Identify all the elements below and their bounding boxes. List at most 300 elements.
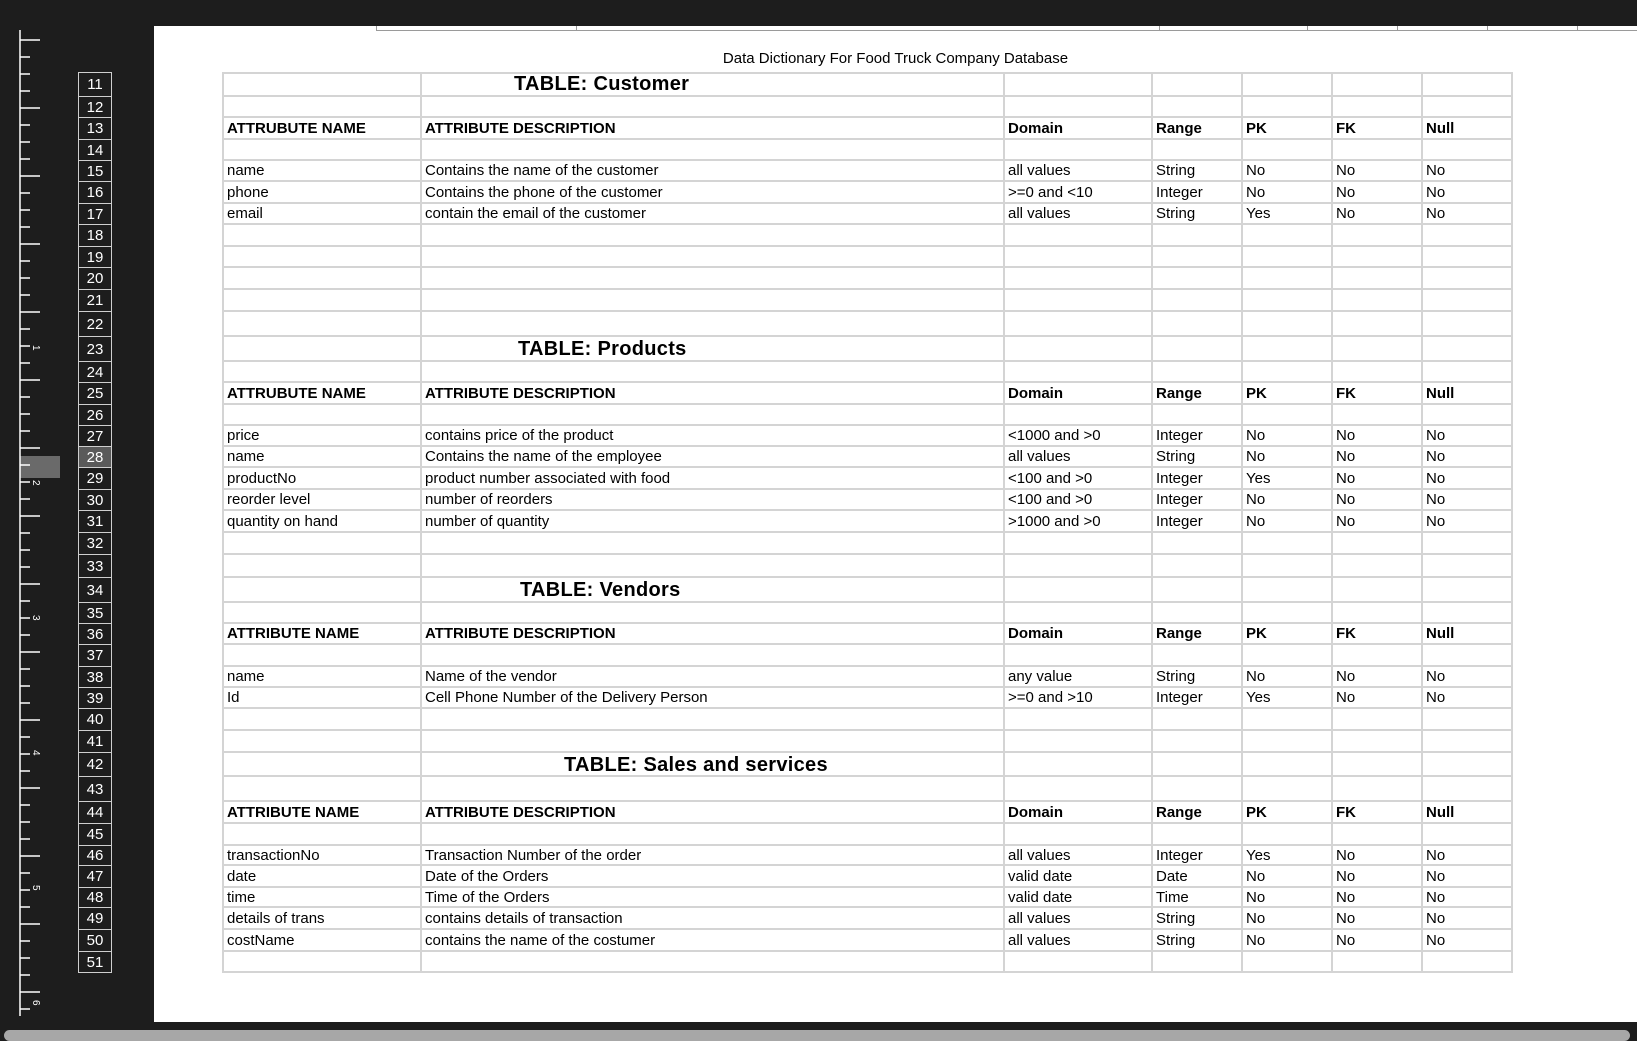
cell[interactable] [1423, 247, 1513, 268]
data-cell[interactable]: No [1333, 490, 1423, 511]
cell[interactable] [1153, 578, 1243, 603]
column-header-cell[interactable]: FK [1333, 802, 1423, 824]
cell[interactable] [1153, 312, 1243, 337]
cell[interactable] [1153, 362, 1243, 383]
cell[interactable] [1423, 268, 1513, 290]
column-header-cell[interactable]: FK [1333, 118, 1423, 140]
cell[interactable] [1153, 225, 1243, 247]
column-header-cell[interactable]: Null [1423, 624, 1513, 645]
cell[interactable] [1423, 603, 1513, 624]
row-header-36[interactable]: 36 [78, 624, 112, 645]
cell[interactable] [1423, 337, 1513, 362]
cell[interactable] [1423, 225, 1513, 247]
data-cell[interactable]: Yes [1243, 204, 1333, 225]
cell[interactable] [1005, 247, 1153, 268]
data-cell[interactable]: Time [1153, 888, 1243, 908]
row-header-46[interactable]: 46 [78, 846, 112, 866]
column-header-cell[interactable]: FK [1333, 624, 1423, 645]
data-cell[interactable]: No [1423, 846, 1513, 866]
cell[interactable] [1333, 777, 1423, 802]
cell[interactable] [222, 578, 422, 603]
data-cell[interactable]: transactionNo [222, 846, 422, 866]
data-cell[interactable]: contains the name of the costumer [422, 930, 1005, 952]
cell[interactable] [422, 337, 1005, 362]
cell[interactable] [422, 824, 1005, 846]
cell[interactable] [222, 405, 422, 426]
column-header-cell[interactable]: ATTRIBUTE DESCRIPTION [422, 383, 1005, 405]
cell[interactable] [1243, 72, 1333, 97]
column-header-cell[interactable]: ATTRIBUTE DESCRIPTION [422, 624, 1005, 645]
column-header-cell[interactable]: ATTRUBUTE NAME [222, 383, 422, 405]
data-cell[interactable]: Integer [1153, 468, 1243, 490]
cell[interactable] [1243, 709, 1333, 731]
data-cell[interactable]: No [1243, 426, 1333, 447]
row-header-39[interactable]: 39 [78, 688, 112, 709]
cell[interactable] [422, 247, 1005, 268]
row-header-21[interactable]: 21 [78, 290, 112, 312]
cell[interactable] [1243, 645, 1333, 667]
row-header-45[interactable]: 45 [78, 824, 112, 846]
data-cell[interactable]: number of quantity [422, 511, 1005, 533]
data-cell[interactable]: all values [1005, 846, 1153, 866]
cell[interactable] [1005, 225, 1153, 247]
cell[interactable] [1005, 753, 1153, 777]
data-cell[interactable]: Integer [1153, 426, 1243, 447]
data-cell[interactable]: No [1243, 667, 1333, 688]
cell[interactable] [1333, 72, 1423, 97]
data-cell[interactable]: time [222, 888, 422, 908]
cell[interactable] [1153, 753, 1243, 777]
data-cell[interactable]: name [222, 447, 422, 468]
cell[interactable] [422, 645, 1005, 667]
data-cell[interactable]: No [1423, 511, 1513, 533]
cell[interactable] [1243, 578, 1333, 603]
column-header-cell[interactable]: PK [1243, 624, 1333, 645]
cell[interactable] [1423, 952, 1513, 973]
data-cell[interactable]: No [1423, 161, 1513, 182]
cell[interactable] [1333, 140, 1423, 161]
row-header-33[interactable]: 33 [78, 555, 112, 578]
data-cell[interactable]: valid date [1005, 888, 1153, 908]
data-cell[interactable]: quantity on hand [222, 511, 422, 533]
data-cell[interactable]: No [1243, 490, 1333, 511]
cell[interactable] [222, 225, 422, 247]
data-cell[interactable]: No [1243, 182, 1333, 204]
cell[interactable] [1333, 709, 1423, 731]
column-header-cell[interactable]: ATTRIBUTE DESCRIPTION [422, 802, 1005, 824]
row-header-11[interactable]: 11 [78, 72, 112, 97]
cell[interactable] [1423, 405, 1513, 426]
data-cell[interactable]: <1000 and >0 [1005, 426, 1153, 447]
data-cell[interactable]: Integer [1153, 182, 1243, 204]
cell[interactable] [1243, 777, 1333, 802]
cell[interactable] [1333, 533, 1423, 555]
cell[interactable] [1153, 824, 1243, 846]
column-header-cell[interactable]: ATTRIBUTE NAME [222, 802, 422, 824]
column-header-cell[interactable]: ATTRIBUTE DESCRIPTION [422, 118, 1005, 140]
cell[interactable] [1333, 555, 1423, 578]
cell[interactable] [1005, 337, 1153, 362]
cell[interactable] [222, 709, 422, 731]
cell[interactable] [222, 555, 422, 578]
cell[interactable] [1005, 952, 1153, 973]
row-header-22[interactable]: 22 [78, 312, 112, 337]
data-cell[interactable]: No [1423, 426, 1513, 447]
cell[interactable] [222, 362, 422, 383]
cell[interactable] [1243, 362, 1333, 383]
column-header-cell[interactable]: Range [1153, 802, 1243, 824]
data-cell[interactable]: No [1333, 447, 1423, 468]
data-cell[interactable]: contains details of transaction [422, 908, 1005, 930]
cell[interactable] [1243, 247, 1333, 268]
cell[interactable] [1333, 731, 1423, 753]
data-cell[interactable]: contain the email of the customer [422, 204, 1005, 225]
cell[interactable] [422, 268, 1005, 290]
data-cell[interactable]: Cell Phone Number of the Delivery Person [422, 688, 1005, 709]
data-cell[interactable]: String [1153, 204, 1243, 225]
column-header-cell[interactable]: Domain [1005, 383, 1153, 405]
cell[interactable] [1243, 533, 1333, 555]
column-header-cell[interactable]: Range [1153, 118, 1243, 140]
cell[interactable] [1333, 952, 1423, 973]
cell[interactable] [1005, 405, 1153, 426]
data-cell[interactable]: >=0 and >10 [1005, 688, 1153, 709]
data-cell[interactable]: No [1423, 930, 1513, 952]
row-header-15[interactable]: 15 [78, 161, 112, 182]
data-cell[interactable]: Transaction Number of the order [422, 846, 1005, 866]
row-header-35[interactable]: 35 [78, 603, 112, 624]
row-header-38[interactable]: 38 [78, 667, 112, 688]
data-cell[interactable]: Integer [1153, 846, 1243, 866]
data-cell[interactable]: No [1423, 447, 1513, 468]
cell[interactable] [1423, 777, 1513, 802]
data-cell[interactable]: No [1243, 511, 1333, 533]
data-cell[interactable]: details of trans [222, 908, 422, 930]
cell[interactable] [1005, 709, 1153, 731]
row-header-42[interactable]: 42 [78, 753, 112, 777]
cell[interactable] [1005, 72, 1153, 97]
row-header-31[interactable]: 31 [78, 511, 112, 533]
data-cell[interactable]: price [222, 426, 422, 447]
column-header-cell[interactable]: ATTRIBUTE NAME [222, 624, 422, 645]
data-cell[interactable]: No [1333, 846, 1423, 866]
cell[interactable] [1153, 645, 1243, 667]
data-cell[interactable]: email [222, 204, 422, 225]
data-cell[interactable]: No [1423, 667, 1513, 688]
data-cell[interactable]: No [1423, 468, 1513, 490]
column-header-cell[interactable]: PK [1243, 802, 1333, 824]
row-header-49[interactable]: 49 [78, 908, 112, 930]
cell[interactable] [222, 268, 422, 290]
cell[interactable] [1153, 290, 1243, 312]
cell[interactable] [222, 312, 422, 337]
data-cell[interactable]: valid date [1005, 866, 1153, 888]
cell[interactable] [222, 533, 422, 555]
data-cell[interactable]: No [1423, 490, 1513, 511]
cell[interactable] [1333, 603, 1423, 624]
data-cell[interactable]: all values [1005, 930, 1153, 952]
cell[interactable] [1243, 290, 1333, 312]
row-header-41[interactable]: 41 [78, 731, 112, 753]
cell[interactable] [1153, 268, 1243, 290]
cell[interactable] [222, 72, 422, 97]
cell[interactable] [1423, 578, 1513, 603]
row-header-44[interactable]: 44 [78, 802, 112, 824]
cell[interactable] [1153, 97, 1243, 118]
cell[interactable] [222, 290, 422, 312]
cell[interactable] [1243, 225, 1333, 247]
data-cell[interactable]: No [1333, 667, 1423, 688]
cell[interactable] [1333, 405, 1423, 426]
data-cell[interactable]: No [1333, 908, 1423, 930]
data-cell[interactable]: No [1423, 888, 1513, 908]
cell[interactable] [1243, 753, 1333, 777]
data-cell[interactable]: product number associated with food [422, 468, 1005, 490]
column-header-cell[interactable]: Null [1423, 802, 1513, 824]
data-cell[interactable]: No [1243, 866, 1333, 888]
data-cell[interactable]: Contains the phone of the customer [422, 182, 1005, 204]
cell[interactable] [1423, 709, 1513, 731]
column-header-cell[interactable]: Domain [1005, 802, 1153, 824]
column-header-cell[interactable]: Domain [1005, 118, 1153, 140]
cell[interactable] [1423, 533, 1513, 555]
cell[interactable] [1153, 603, 1243, 624]
data-cell[interactable]: No [1333, 161, 1423, 182]
cell[interactable] [1333, 578, 1423, 603]
cell[interactable] [1005, 268, 1153, 290]
data-cell[interactable]: No [1333, 426, 1423, 447]
row-header-37[interactable]: 37 [78, 645, 112, 667]
data-cell[interactable]: No [1333, 866, 1423, 888]
cell[interactable] [1005, 731, 1153, 753]
scrollbar-thumb[interactable] [4, 1030, 1630, 1041]
data-cell[interactable]: costName [222, 930, 422, 952]
cell[interactable] [1005, 290, 1153, 312]
cell[interactable] [422, 312, 1005, 337]
data-cell[interactable]: No [1333, 182, 1423, 204]
cell[interactable] [1423, 824, 1513, 846]
data-cell[interactable]: Integer [1153, 511, 1243, 533]
cell[interactable] [1005, 140, 1153, 161]
cell[interactable] [1005, 362, 1153, 383]
cell[interactable] [422, 72, 1005, 97]
cell[interactable] [1423, 312, 1513, 337]
row-header-32[interactable]: 32 [78, 533, 112, 555]
row-header-25[interactable]: 25 [78, 383, 112, 405]
data-cell[interactable]: Date of the Orders [422, 866, 1005, 888]
cell[interactable] [222, 337, 422, 362]
data-cell[interactable]: String [1153, 667, 1243, 688]
data-cell[interactable]: Integer [1153, 688, 1243, 709]
cell[interactable] [1333, 753, 1423, 777]
cell[interactable] [1423, 645, 1513, 667]
row-header-23[interactable]: 23 [78, 337, 112, 362]
column-header-cell[interactable]: ATTRUBUTE NAME [222, 118, 422, 140]
cell[interactable] [1333, 824, 1423, 846]
data-cell[interactable]: String [1153, 447, 1243, 468]
cell[interactable] [1423, 362, 1513, 383]
cell[interactable] [1333, 225, 1423, 247]
cell[interactable] [1423, 555, 1513, 578]
data-cell[interactable]: Integer [1153, 490, 1243, 511]
row-header-24[interactable]: 24 [78, 362, 112, 383]
horizontal-scrollbar[interactable] [0, 1022, 1637, 1039]
cell[interactable] [1243, 405, 1333, 426]
cell[interactable] [1423, 290, 1513, 312]
column-header-cell[interactable]: Domain [1005, 624, 1153, 645]
data-cell[interactable]: String [1153, 930, 1243, 952]
column-header-cell[interactable]: FK [1333, 383, 1423, 405]
cell[interactable] [1333, 362, 1423, 383]
cell[interactable] [1243, 555, 1333, 578]
cell[interactable] [1153, 709, 1243, 731]
data-cell[interactable]: No [1423, 182, 1513, 204]
cell[interactable] [1005, 824, 1153, 846]
data-cell[interactable]: Time of the Orders [422, 888, 1005, 908]
cell[interactable] [1005, 312, 1153, 337]
row-header-43[interactable]: 43 [78, 777, 112, 802]
data-cell[interactable]: reorder level [222, 490, 422, 511]
row-header-51[interactable]: 51 [78, 952, 112, 973]
cell[interactable] [422, 405, 1005, 426]
data-cell[interactable]: Id [222, 688, 422, 709]
cell[interactable] [1333, 290, 1423, 312]
row-header-18[interactable]: 18 [78, 225, 112, 247]
cell[interactable] [1005, 645, 1153, 667]
row-header-40[interactable]: 40 [78, 709, 112, 731]
cell[interactable] [1243, 824, 1333, 846]
data-cell[interactable]: all values [1005, 908, 1153, 930]
data-cell[interactable]: >=0 and <10 [1005, 182, 1153, 204]
cell[interactable] [1153, 247, 1243, 268]
data-cell[interactable]: any value [1005, 667, 1153, 688]
cell[interactable] [1423, 72, 1513, 97]
cell[interactable] [1423, 731, 1513, 753]
row-header-47[interactable]: 47 [78, 866, 112, 888]
data-cell[interactable]: No [1333, 468, 1423, 490]
cell[interactable] [422, 731, 1005, 753]
cell[interactable] [1153, 555, 1243, 578]
data-cell[interactable]: all values [1005, 447, 1153, 468]
data-cell[interactable]: String [1153, 161, 1243, 182]
data-cell[interactable]: No [1423, 866, 1513, 888]
row-header-34[interactable]: 34 [78, 578, 112, 603]
data-cell[interactable]: No [1333, 511, 1423, 533]
data-cell[interactable]: <100 and >0 [1005, 490, 1153, 511]
data-cell[interactable]: Date [1153, 866, 1243, 888]
cell[interactable] [1243, 312, 1333, 337]
cell[interactable] [1243, 603, 1333, 624]
row-header-12[interactable]: 12 [78, 97, 112, 118]
cell[interactable] [422, 555, 1005, 578]
cell[interactable] [422, 578, 1005, 603]
cell[interactable] [222, 140, 422, 161]
data-cell[interactable]: No [1243, 161, 1333, 182]
data-cell[interactable]: No [1423, 688, 1513, 709]
cell[interactable] [1333, 247, 1423, 268]
cell[interactable] [222, 603, 422, 624]
data-cell[interactable]: all values [1005, 204, 1153, 225]
data-cell[interactable]: name [222, 667, 422, 688]
cell[interactable] [222, 731, 422, 753]
cell[interactable] [222, 952, 422, 973]
cell[interactable] [1423, 140, 1513, 161]
cell[interactable] [1243, 268, 1333, 290]
cell[interactable] [1153, 952, 1243, 973]
data-cell[interactable]: number of reorders [422, 490, 1005, 511]
cell[interactable] [222, 645, 422, 667]
cell[interactable] [422, 140, 1005, 161]
cell[interactable] [222, 824, 422, 846]
cell[interactable] [1333, 312, 1423, 337]
row-header-30[interactable]: 30 [78, 490, 112, 511]
data-cell[interactable]: No [1333, 888, 1423, 908]
data-cell[interactable]: contains price of the product [422, 426, 1005, 447]
data-cell[interactable]: phone [222, 182, 422, 204]
row-header-17[interactable]: 17 [78, 204, 112, 225]
data-cell[interactable]: No [1423, 204, 1513, 225]
row-header-26[interactable]: 26 [78, 405, 112, 426]
column-header-cell[interactable]: Null [1423, 383, 1513, 405]
row-header-14[interactable]: 14 [78, 140, 112, 161]
data-cell[interactable]: No [1333, 688, 1423, 709]
cell[interactable] [1423, 97, 1513, 118]
cell[interactable] [1333, 268, 1423, 290]
cell[interactable] [1333, 337, 1423, 362]
cell[interactable] [1333, 97, 1423, 118]
data-cell[interactable]: Name of the vendor [422, 667, 1005, 688]
cell[interactable] [1153, 533, 1243, 555]
data-cell[interactable]: Yes [1243, 688, 1333, 709]
data-cell[interactable]: Contains the name of the employee [422, 447, 1005, 468]
data-cell[interactable]: Yes [1243, 468, 1333, 490]
data-cell[interactable]: No [1243, 930, 1333, 952]
data-cell[interactable]: No [1333, 930, 1423, 952]
cell[interactable] [422, 225, 1005, 247]
cell[interactable] [1153, 731, 1243, 753]
row-header-16[interactable]: 16 [78, 182, 112, 204]
cell[interactable] [1005, 578, 1153, 603]
row-header-50[interactable]: 50 [78, 930, 112, 952]
cell[interactable] [1005, 777, 1153, 802]
cell[interactable] [1243, 97, 1333, 118]
data-cell[interactable]: all values [1005, 161, 1153, 182]
cell[interactable] [422, 603, 1005, 624]
data-cell[interactable]: >1000 and >0 [1005, 511, 1153, 533]
cell[interactable] [1005, 97, 1153, 118]
data-cell[interactable]: String [1153, 908, 1243, 930]
cell[interactable] [1153, 777, 1243, 802]
row-header-13[interactable]: 13 [78, 118, 112, 140]
cell[interactable] [422, 952, 1005, 973]
cell[interactable] [1005, 533, 1153, 555]
cell[interactable] [1243, 952, 1333, 973]
data-cell[interactable]: No [1243, 447, 1333, 468]
row-header-48[interactable]: 48 [78, 888, 112, 908]
cell[interactable] [1153, 140, 1243, 161]
row-header-20[interactable]: 20 [78, 268, 112, 290]
cell[interactable] [1005, 603, 1153, 624]
cell[interactable] [422, 290, 1005, 312]
column-header-cell[interactable]: Range [1153, 383, 1243, 405]
column-header-cell[interactable]: PK [1243, 118, 1333, 140]
cell[interactable] [422, 97, 1005, 118]
data-cell[interactable]: No [1333, 204, 1423, 225]
cell[interactable] [1243, 731, 1333, 753]
data-cell[interactable]: No [1423, 908, 1513, 930]
cell[interactable] [422, 362, 1005, 383]
data-cell[interactable]: productNo [222, 468, 422, 490]
